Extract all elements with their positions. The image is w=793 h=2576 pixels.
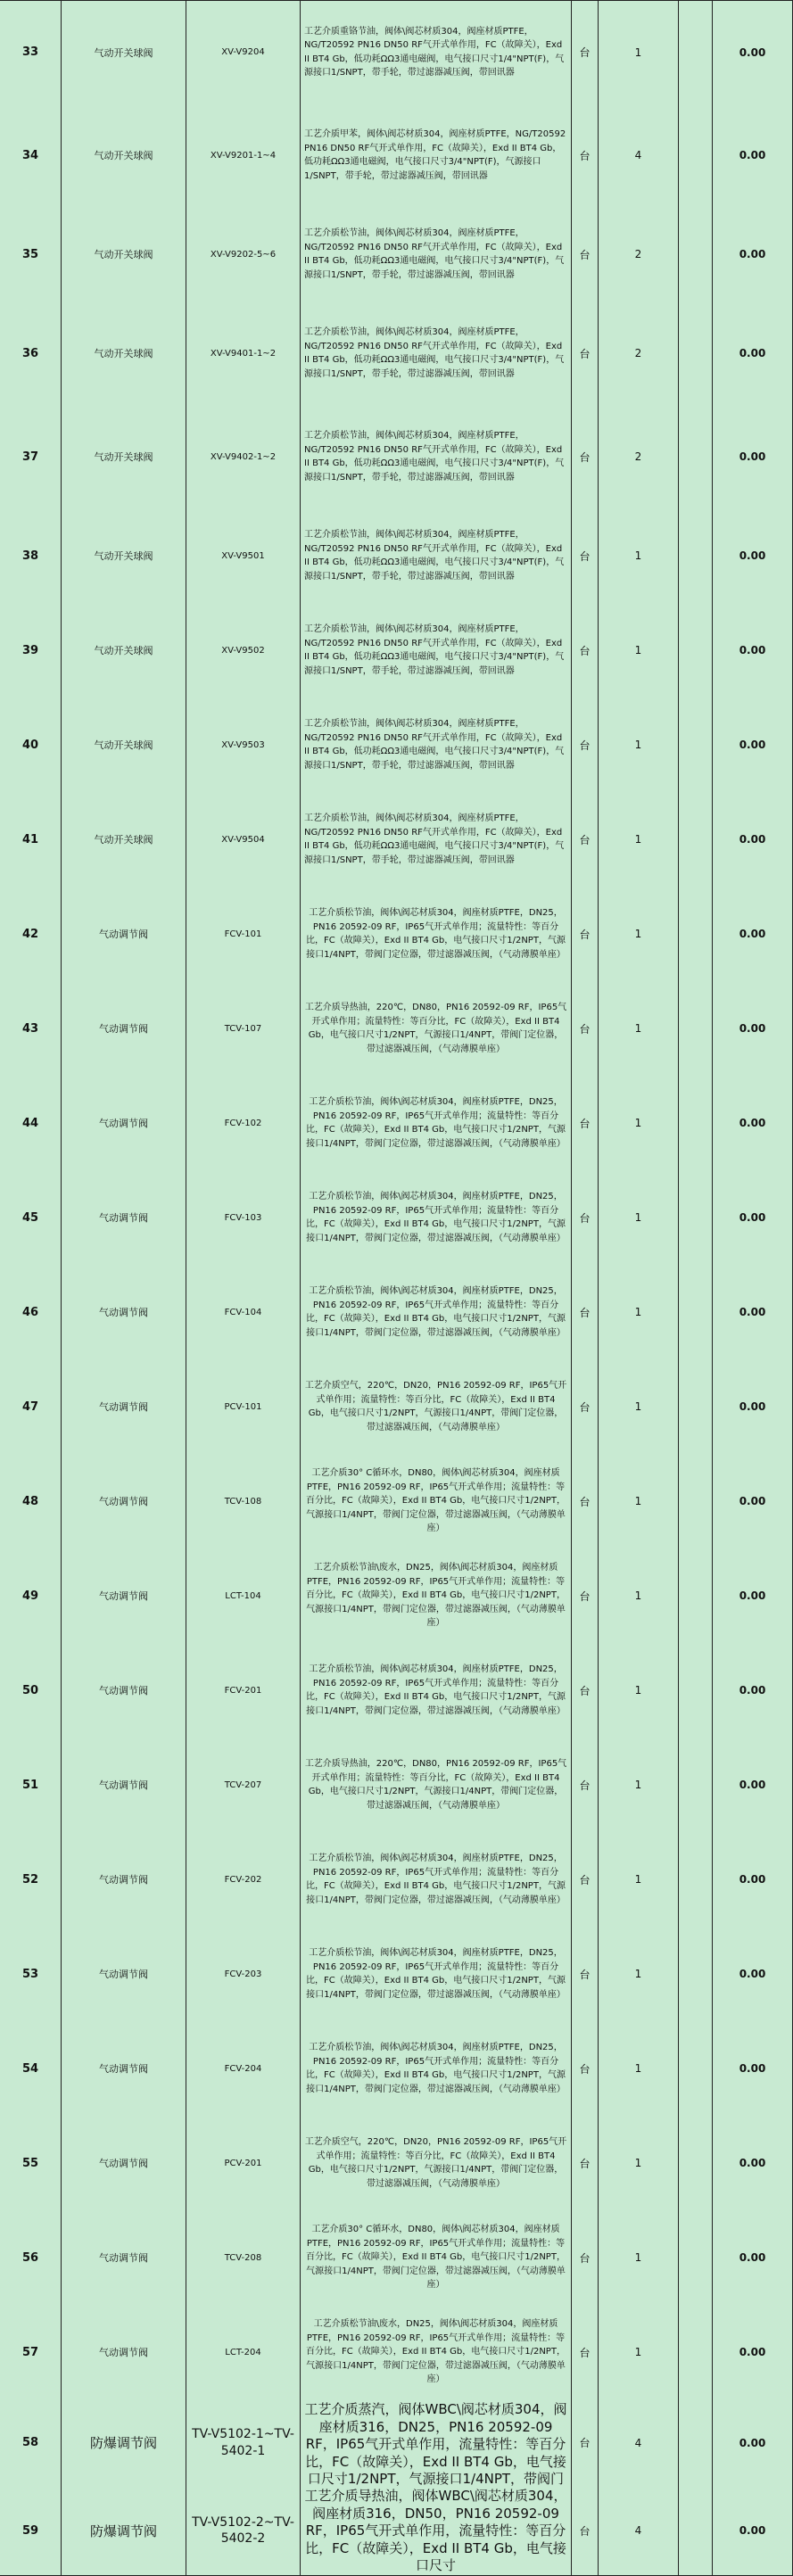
amount: 0.00 xyxy=(712,698,793,792)
row-number: 48 xyxy=(21,1494,39,1508)
unit: 台 xyxy=(571,981,598,1076)
amount: 0.00 xyxy=(712,981,793,1076)
blank-cell xyxy=(678,508,712,603)
specification: 工艺介质松节油，阀体\阀芯材质304，阀座材质PTFE，DN25，PN16 20592-09 RF，IP65气开式单作用；流量特性：等百分比，FC（故障关），Exd II BT4 Gb，电气接口尺寸1/2NPT，气源接口1/4NPT，带阀门定位器，带过滤器减压阀，（气动薄膜单座） xyxy=(300,1076,571,1170)
tag-number: FCV-101 xyxy=(186,887,300,981)
row-number: 36 xyxy=(21,346,39,360)
blank-cell xyxy=(678,2210,712,2305)
amount: 0.00 xyxy=(712,1927,793,2021)
tag-number: TCV-207 xyxy=(186,1738,300,1832)
row-number: 57 xyxy=(21,2345,39,2359)
row-number: 37 xyxy=(21,450,39,464)
specification: 工艺介质空气，220℃，DN20，PN16 20592-09 RF，IP65气开式单作用；流量特性：等百分比，FC（故障关），Exd II BT4 Gb，电气接口尺寸1/2NPT，气源接口1/4NPT，带阀门定位器，带过滤器减压阀，（气动薄膜单座） xyxy=(300,2116,571,2210)
unit: 台 xyxy=(571,792,598,887)
specification: 工艺介质松节油，阀体\阀芯材质304，阀座材质PTFE，NG/T20592 PN16 DN50 RF气开式单作用，FC（故障关），Exd II BT4 Gb，低功耗ΩΩ3通电磁阀，电气接口尺寸3/4"NPT(F)，气源接口1/SNPT，带手轮，带过滤器减压阀，带回讯器 xyxy=(300,792,571,887)
blank-cell xyxy=(678,1170,712,1265)
tag-number: LCT-204 xyxy=(186,2305,300,2399)
quantity: 1 xyxy=(598,1170,678,1265)
specification: 工艺介质30° C循环水，DN80，阀体\阀芯材质304，阀座材质PTFE，PN16 20592-09 RF，IP65气开式单作用；流量特性：等百分比，FC（故障关），Exd II BT4 Gb，电气接口尺寸1/2NPT，气源接口1/4NPT，带阀门定位器，带过滤器减压阀，（气动薄膜单座） xyxy=(300,1454,571,1548)
row-number: 49 xyxy=(21,1589,39,1603)
row-number: 59 xyxy=(21,2523,39,2538)
specification: 工艺介质松节油，阀体\阀芯材质304，阀座材质PTFE，NG/T20592 PN16 DN50 RF气开式单作用，FC（故障关），Exd II BT4 Gb，低功耗ΩΩ3通电磁阀，电气接口尺寸3/4"NPT(F)，气源接口1/SNPT，带手轮，带过滤器减压阀，带回讯器 xyxy=(300,508,571,603)
unit: 台 xyxy=(571,2210,598,2305)
row-number: 52 xyxy=(21,1872,39,1887)
unit: 台 xyxy=(571,1548,598,1643)
blank-cell xyxy=(678,2116,712,2210)
amount: 0.00 xyxy=(712,301,793,405)
table-row xyxy=(0,103,793,208)
table-row xyxy=(0,1927,793,2022)
item-name: 气动开关球阀 xyxy=(61,405,186,508)
table-row xyxy=(0,887,793,982)
blank-cell xyxy=(678,2021,712,2116)
amount: 0.00 xyxy=(712,1,793,103)
item-name: 气动开关球阀 xyxy=(61,301,186,405)
tag-number: FCV-203 xyxy=(186,1927,300,2021)
amount: 0.00 xyxy=(712,2021,793,2116)
specification: 工艺介质松节油，阀体\阀芯材质304，阀座材质PTFE，DN25，PN16 20592-09 RF，IP65气开式单作用；流量特性：等百分比，FC（故障关），Exd II BT4 Gb，电气接口尺寸1/2NPT，气源接口1/4NPT，带阀门定位器，带过滤器减压阀，（气动薄膜单座） xyxy=(300,1265,571,1359)
unit: 台 xyxy=(571,1643,598,1738)
amount: 0.00 xyxy=(712,1832,793,1927)
row-number: 46 xyxy=(21,1305,39,1319)
amount: 0.00 xyxy=(712,1359,793,1454)
table-row xyxy=(0,2305,793,2400)
amount: 0.00 xyxy=(712,2305,793,2399)
unit: 台 xyxy=(571,698,598,792)
specification: 工艺介质松节油，阀体\阀芯材质304，阀座材质PTFE，DN25，PN16 20592-09 RF，IP65气开式单作用；流量特性：等百分比，FC（故障关），Exd II BT4 Gb，电气接口尺寸1/2NPT，气源接口1/4NPT，带阀门定位器，带过滤器减压阀，（气动薄膜单座） xyxy=(300,1832,571,1927)
tag-number: TCV-107 xyxy=(186,981,300,1076)
row-number: 56 xyxy=(21,2250,39,2265)
specification: 工艺介质导热油，阀体WBC\阀芯材质304，阀座材质316，DN50，PN16 20592-09 RF，IP65气开式单作用，流量特性：等百分比，FC（故障关），Exd II BT4 Gb，电气接口尺寸 xyxy=(300,2486,571,2575)
quantity: 1 xyxy=(598,603,678,698)
quantity: 1 xyxy=(598,1643,678,1738)
quantity: 2 xyxy=(598,405,678,508)
amount: 0.00 xyxy=(712,792,793,887)
item-name: 气动调节阀 xyxy=(61,1265,186,1359)
specification: 工艺介质导热油，220℃，DN80，PN16 20592-09 RF，IP65气开式单作用；流量特性：等百分比，FC（故障关），Exd II BT4 Gb，电气接口尺寸1/2NPT，气源接口1/4NPT，带阀门定位器，带过滤器减压阀，（气动薄膜单座） xyxy=(300,981,571,1076)
table-row xyxy=(0,301,793,406)
specification: 工艺介质松节油，阀体\阀芯材质304，阀座材质PTFE，NG/T20592 PN16 DN50 RF气开式单作用，FC（故障关），Exd II BT4 Gb，低功耗ΩΩ3通电磁阀，电气接口尺寸3/4"NPT(F)，气源接口1/SNPT，带手轮，带过滤器减压阀，带回讯器 xyxy=(300,405,571,508)
amount: 0.00 xyxy=(712,2116,793,2210)
amount: 0.00 xyxy=(712,2399,793,2486)
item-name: 气动调节阀 xyxy=(61,2116,186,2210)
table-row xyxy=(0,1076,793,1171)
row-number: 50 xyxy=(21,1683,39,1697)
item-name: 气动开关球阀 xyxy=(61,1,186,103)
table-row xyxy=(0,2116,793,2211)
item-name: 防爆调节阀 xyxy=(61,2399,186,2486)
amount: 0.00 xyxy=(712,1454,793,1548)
table-row xyxy=(0,2486,793,2576)
quantity: 1 xyxy=(598,1454,678,1548)
table-row xyxy=(0,2399,793,2487)
quantity: 1 xyxy=(598,1265,678,1359)
tag-number: XV-V9401-1~2 xyxy=(186,301,300,405)
amount: 0.00 xyxy=(712,103,793,207)
tag-number: PCV-101 xyxy=(186,1359,300,1454)
table-row xyxy=(0,792,793,888)
row-number: 34 xyxy=(21,148,39,162)
item-name: 气动开关球阀 xyxy=(61,508,186,603)
item-name: 气动调节阀 xyxy=(61,2210,186,2305)
specification: 工艺介质松节油，阀体\阀芯材质304，阀座材质PTFE，NG/T20592 PN16 DN50 RF气开式单作用，FC（故障关），Exd II BT4 Gb，低功耗ΩΩ3通电磁阀，电气接口尺寸3/4"NPT(F)，气源接口1/SNPT，带手轮，带过滤器减压阀，带回讯器 xyxy=(300,698,571,792)
amount: 0.00 xyxy=(712,887,793,981)
unit: 台 xyxy=(571,2021,598,2116)
quantity: 1 xyxy=(598,698,678,792)
row-number: 58 xyxy=(21,2436,39,2449)
table-row xyxy=(0,1832,793,1928)
specification: 工艺介质松节油，阀体\阀芯材质304，阀座材质PTFE，DN25，PN16 20592-09 RF，IP65气开式单作用；流量特性：等百分比，FC（故障关），Exd II BT4 Gb，电气接口尺寸1/2NPT，气源接口1/4NPT，带阀门定位器，带过滤器减压阀，（气动薄膜单座） xyxy=(300,1927,571,2021)
amount: 0.00 xyxy=(712,1170,793,1265)
item-name: 气动调节阀 xyxy=(61,887,186,981)
amount: 0.00 xyxy=(712,1076,793,1170)
row-number: 47 xyxy=(21,1399,39,1414)
row-number: 44 xyxy=(21,1116,39,1130)
tag-number: FCV-202 xyxy=(186,1832,300,1927)
item-name: 气动调节阀 xyxy=(61,1454,186,1548)
item-name: 气动调节阀 xyxy=(61,1832,186,1927)
item-name: 气动开关球阀 xyxy=(61,207,186,301)
table-row xyxy=(0,508,793,604)
table-row xyxy=(0,2210,793,2306)
quantity: 4 xyxy=(598,2399,678,2486)
quantity: 1 xyxy=(598,792,678,887)
quantity: 1 xyxy=(598,508,678,603)
quantity: 1 xyxy=(598,2021,678,2116)
table-row xyxy=(0,2021,793,2117)
table-row xyxy=(0,1643,793,1738)
specification: 工艺介质导热油，220℃，DN80，PN16 20592-09 RF，IP65气开式单作用；流量特性：等百分比，FC（故障关），Exd II BT4 Gb，电气接口尺寸1/2NPT，气源接口1/4NPT，带阀门定位器，带过滤器减压阀，（气动薄膜单座） xyxy=(300,1738,571,1832)
unit: 台 xyxy=(571,405,598,508)
row-number: 41 xyxy=(21,832,39,846)
quantity: 1 xyxy=(598,1548,678,1643)
tag-number: XV-V9402-1~2 xyxy=(186,405,300,508)
tag-number: TCV-208 xyxy=(186,2210,300,2305)
tag-number: XV-V9202-5~6 xyxy=(186,207,300,301)
quantity: 1 xyxy=(598,2305,678,2399)
item-name: 气动调节阀 xyxy=(61,1738,186,1832)
tag-number: XV-V9504 xyxy=(186,792,300,887)
amount: 0.00 xyxy=(712,1738,793,1832)
item-name: 气动开关球阀 xyxy=(61,103,186,207)
specification: 工艺介质松节油，阀体\阀芯材质304，阀座材质PTFE，DN25，PN16 20592-09 RF，IP65气开式单作用；流量特性：等百分比，FC（故障关），Exd II BT4 Gb，电气接口尺寸1/2NPT，气源接口1/4NPT，带阀门定位器，带过滤器减压阀，（气动薄膜单座） xyxy=(300,887,571,981)
unit: 台 xyxy=(571,1927,598,2021)
tag-number: TV-V5102-1~TV-5402-1 xyxy=(186,2399,300,2486)
tag-number: TCV-108 xyxy=(186,1454,300,1548)
unit: 台 xyxy=(571,603,598,698)
quantity: 1 xyxy=(598,2116,678,2210)
row-number: 55 xyxy=(21,2156,39,2170)
tag-number: XV-V9503 xyxy=(186,698,300,792)
specification: 工艺介质松节油，阀体\阀芯材质304，阀座材质PTFE，NG/T20592 PN16 DN50 RF气开式单作用，FC（故障关），Exd II BT4 Gb，低功耗ΩΩ3通电磁阀，电气接口尺寸3/4"NPT(F)，气源接口1/SNPT，带手轮，带过滤器减压阀，带回讯器 xyxy=(300,603,571,698)
table-row xyxy=(0,698,793,793)
item-name: 防爆调节阀 xyxy=(61,2486,186,2575)
unit: 台 xyxy=(571,508,598,603)
row-number: 54 xyxy=(21,2061,39,2076)
tag-number: LCT-104 xyxy=(186,1548,300,1643)
table-row xyxy=(0,1359,793,1455)
blank-cell xyxy=(678,1927,712,2021)
quantity: 1 xyxy=(598,1076,678,1170)
table-row xyxy=(0,1170,793,1266)
unit: 台 xyxy=(571,1170,598,1265)
tag-number: FCV-104 xyxy=(186,1265,300,1359)
amount: 0.00 xyxy=(712,405,793,508)
row-number: 43 xyxy=(21,1021,39,1036)
blank-cell xyxy=(678,1359,712,1454)
quantity: 1 xyxy=(598,2210,678,2305)
blank-cell xyxy=(678,2486,712,2575)
quantity: 4 xyxy=(598,103,678,207)
item-name: 气动调节阀 xyxy=(61,1927,186,2021)
quantity: 1 xyxy=(598,1927,678,2021)
table-row xyxy=(0,1548,793,1644)
table-row xyxy=(0,1738,793,1833)
amount: 0.00 xyxy=(712,1265,793,1359)
specification: 工艺介质空气，220℃，DN20，PN16 20592-09 RF，IP65气开式单作用；流量特性：等百分比，FC（故障关），Exd II BT4 Gb，电气接口尺寸1/2NPT，气源接口1/4NPT，带阀门定位器，带过滤器减压阀，（气动薄膜单座） xyxy=(300,1359,571,1454)
specification: 工艺介质30° C循环水，DN80，阀体\阀芯材质304，阀座材质PTFE，PN16 20592-09 RF，IP65气开式单作用；流量特性：等百分比，FC（故障关），Exd II BT4 Gb，电气接口尺寸1/2NPT，气源接口1/4NPT，带阀门定位器，带过滤器减压阀，（气动薄膜单座） xyxy=(300,2210,571,2305)
table-row xyxy=(0,981,793,1077)
item-name: 气动调节阀 xyxy=(61,1548,186,1643)
row-number: 39 xyxy=(21,643,39,657)
item-name: 气动调节阀 xyxy=(61,981,186,1076)
blank-cell xyxy=(678,2305,712,2399)
unit: 台 xyxy=(571,1454,598,1548)
specification: 工艺介质松节油\废水，DN25，阀体\阀芯材质304，阀座材质PTFE，PN16 20592-09 RF，IP65气开式单作用；流量特性：等百分比，FC（故障关），Exd II BT4 Gb，电气接口尺寸1/2NPT，气源接口1/4NPT，带阀门定位器，带过滤器减压阀，（气动薄膜单座） xyxy=(300,1548,571,1643)
specification: 工艺介质松节油，阀体\阀芯材质304，阀座材质PTFE，NG/T20592 PN16 DN50 RF气开式单作用，FC（故障关），Exd II BT4 Gb，低功耗ΩΩ3通电磁阀，电气接口尺寸3/4"NPT(F)，气源接口1/SNPT，带手轮，带过滤器减压阀，带回讯器 xyxy=(300,301,571,405)
tag-number: FCV-204 xyxy=(186,2021,300,2116)
quantity: 4 xyxy=(598,2486,678,2575)
amount: 0.00 xyxy=(712,1643,793,1738)
quantity: 1 xyxy=(598,1,678,103)
unit: 台 xyxy=(571,1076,598,1170)
unit: 台 xyxy=(571,1738,598,1832)
blank-cell xyxy=(678,1454,712,1548)
unit: 台 xyxy=(571,1832,598,1927)
blank-cell xyxy=(678,1076,712,1170)
table-row xyxy=(0,405,793,509)
amount: 0.00 xyxy=(712,603,793,698)
item-name: 气动开关球阀 xyxy=(61,698,186,792)
row-number: 35 xyxy=(21,247,39,261)
tag-number: XV-V9501 xyxy=(186,508,300,603)
unit: 台 xyxy=(571,207,598,301)
quantity: 1 xyxy=(598,981,678,1076)
unit: 台 xyxy=(571,1265,598,1359)
unit: 台 xyxy=(571,103,598,207)
unit: 台 xyxy=(571,2399,598,2486)
row-number: 33 xyxy=(21,45,39,59)
blank-cell xyxy=(678,603,712,698)
blank-cell xyxy=(678,1643,712,1738)
specification: 工艺介质重铬节油，阀体\阀芯材质304，阀座材质PTFE， NG/T20592 PN16 DN50 RF气开式单作用，FC（故障关），Exd II BT4 Gb，低功耗ΩΩ3通电磁阀，电气接口尺寸1/4"NPT(F)，气源接口1/SNPT，带手轮，带过滤器减压阀，带回讯器 xyxy=(300,1,571,103)
amount: 0.00 xyxy=(712,207,793,301)
tag-number: FCV-102 xyxy=(186,1076,300,1170)
item-name: 气动调节阀 xyxy=(61,1359,186,1454)
table-row xyxy=(0,1265,793,1360)
specification: 工艺介质松节油，阀体\阀芯材质304，阀座材质PTFE，DN25，PN16 20592-09 RF，IP65气开式单作用；流量特性：等百分比，FC（故障关），Exd II BT4 Gb，电气接口尺寸1/2NPT，气源接口1/4NPT，带阀门定位器，带过滤器减压阀，（气动薄膜单座） xyxy=(300,1643,571,1738)
blank-cell xyxy=(678,2399,712,2486)
item-name: 气动开关球阀 xyxy=(61,792,186,887)
specification: 工艺介质甲苯，阀体\阀芯材质304，阀座材质PTFE，NG/T20592 PN16 DN50 RF气开式单作用，FC（故障关），Exd II BT4 Gb，低功耗ΩΩ3通电磁阀，电气接口尺寸3/4"NPT(F)，气源接口1/SNPT，带手轮，带过滤器减压阀，带回讯器 xyxy=(300,103,571,207)
unit: 台 xyxy=(571,2305,598,2399)
row-number: 42 xyxy=(21,927,39,941)
unit: 台 xyxy=(571,301,598,405)
blank-cell xyxy=(678,103,712,207)
tag-number: XV-V9201-1~4 xyxy=(186,103,300,207)
row-number: 45 xyxy=(21,1210,39,1225)
unit: 台 xyxy=(571,887,598,981)
tag-number: PCV-201 xyxy=(186,2116,300,2210)
row-number: 53 xyxy=(21,1967,39,1981)
blank-cell xyxy=(678,1738,712,1832)
specification: 工艺介质松节油，阀体\阀芯材质304，阀座材质PTFE，DN25，PN16 20592-09 RF，IP65气开式单作用；流量特性：等百分比，FC（故障关），Exd II BT4 Gb，电气接口尺寸1/2NPT，气源接口1/4NPT，带阀门定位器，带过滤器减压阀，（气动薄膜单座） xyxy=(300,1170,571,1265)
quantity: 1 xyxy=(598,1359,678,1454)
blank-cell xyxy=(678,1,712,103)
table-row xyxy=(0,1454,793,1549)
blank-cell xyxy=(678,981,712,1076)
item-name: 气动调节阀 xyxy=(61,1643,186,1738)
row-number: 38 xyxy=(21,549,39,563)
table-row xyxy=(0,0,793,104)
unit: 台 xyxy=(571,2486,598,2575)
specification: 工艺介质松节油\废水，DN25，阀体\阀芯材质304，阀座材质PTFE，PN16 20592-09 RF，IP65气开式单作用；流量特性：等百分比，FC（故障关），Exd II BT4 Gb，电气接口尺寸1/2NPT，气源接口1/4NPT，带阀门定位器，带过滤器减压阀，（气动薄膜单座） xyxy=(300,2305,571,2399)
tag-number: FCV-103 xyxy=(186,1170,300,1265)
quantity: 1 xyxy=(598,1832,678,1927)
item-name: 气动调节阀 xyxy=(61,1076,186,1170)
specification: 工艺介质松节油，阀体\阀芯材质304，阀座材质PTFE，DN25，PN16 20592-09 RF，IP65气开式单作用；流量特性：等百分比，FC（故障关），Exd II BT4 Gb，电气接口尺寸1/2NPT，气源接口1/4NPT，带阀门定位器，带过滤器减压阀，（气动薄膜单座） xyxy=(300,2021,571,2116)
blank-cell xyxy=(678,301,712,405)
tag-number: XV-V9502 xyxy=(186,603,300,698)
unit: 台 xyxy=(571,1,598,103)
item-name: 气动调节阀 xyxy=(61,1170,186,1265)
tag-number: FCV-201 xyxy=(186,1643,300,1738)
quantity: 2 xyxy=(598,207,678,301)
blank-cell xyxy=(678,1832,712,1927)
unit: 台 xyxy=(571,2116,598,2210)
row-number: 40 xyxy=(21,738,39,752)
blank-cell xyxy=(678,1265,712,1359)
blank-cell xyxy=(678,405,712,508)
amount: 0.00 xyxy=(712,1548,793,1643)
tag-number: XV-V9204 xyxy=(186,1,300,103)
item-name: 气动调节阀 xyxy=(61,2305,186,2399)
blank-cell xyxy=(678,207,712,301)
unit: 台 xyxy=(571,1359,598,1454)
table-row xyxy=(0,603,793,698)
quantity: 1 xyxy=(598,887,678,981)
amount: 0.00 xyxy=(712,2210,793,2305)
item-name: 气动调节阀 xyxy=(61,2021,186,2116)
blank-cell xyxy=(678,1548,712,1643)
amount: 0.00 xyxy=(712,2486,793,2575)
blank-cell xyxy=(678,887,712,981)
tag-number: TV-V5102-2~TV-5402-2 xyxy=(186,2486,300,2575)
specification: 工艺介质蒸汽，阀体WBC\阀芯材质304，阀座材质316，DN25，PN16 20592-09 RF，IP65气开式单作用，流量特性：等百分比，FC（故障关），Exd II BT4 Gb，电气接口尺寸1/2NPT，气源接口1/4NPT，带阀门 xyxy=(300,2399,571,2486)
blank-cell xyxy=(678,792,712,887)
table-row xyxy=(0,207,793,302)
specification: 工艺介质松节油，阀体\阀芯材质304，阀座材质PTFE，NG/T20592 PN16 DN50 RF气开式单作用，FC（故障关），Exd II BT4 Gb，低功耗ΩΩ3通电磁阀，电气接口尺寸3/4"NPT(F)，气源接口1/SNPT，带手轮，带过滤器减压阀，带回讯器 xyxy=(300,207,571,301)
blank-cell xyxy=(678,698,712,792)
row-number: 51 xyxy=(21,1778,39,1792)
quantity: 2 xyxy=(598,301,678,405)
item-name: 气动开关球阀 xyxy=(61,603,186,698)
quantity: 1 xyxy=(598,1738,678,1832)
amount: 0.00 xyxy=(712,508,793,603)
